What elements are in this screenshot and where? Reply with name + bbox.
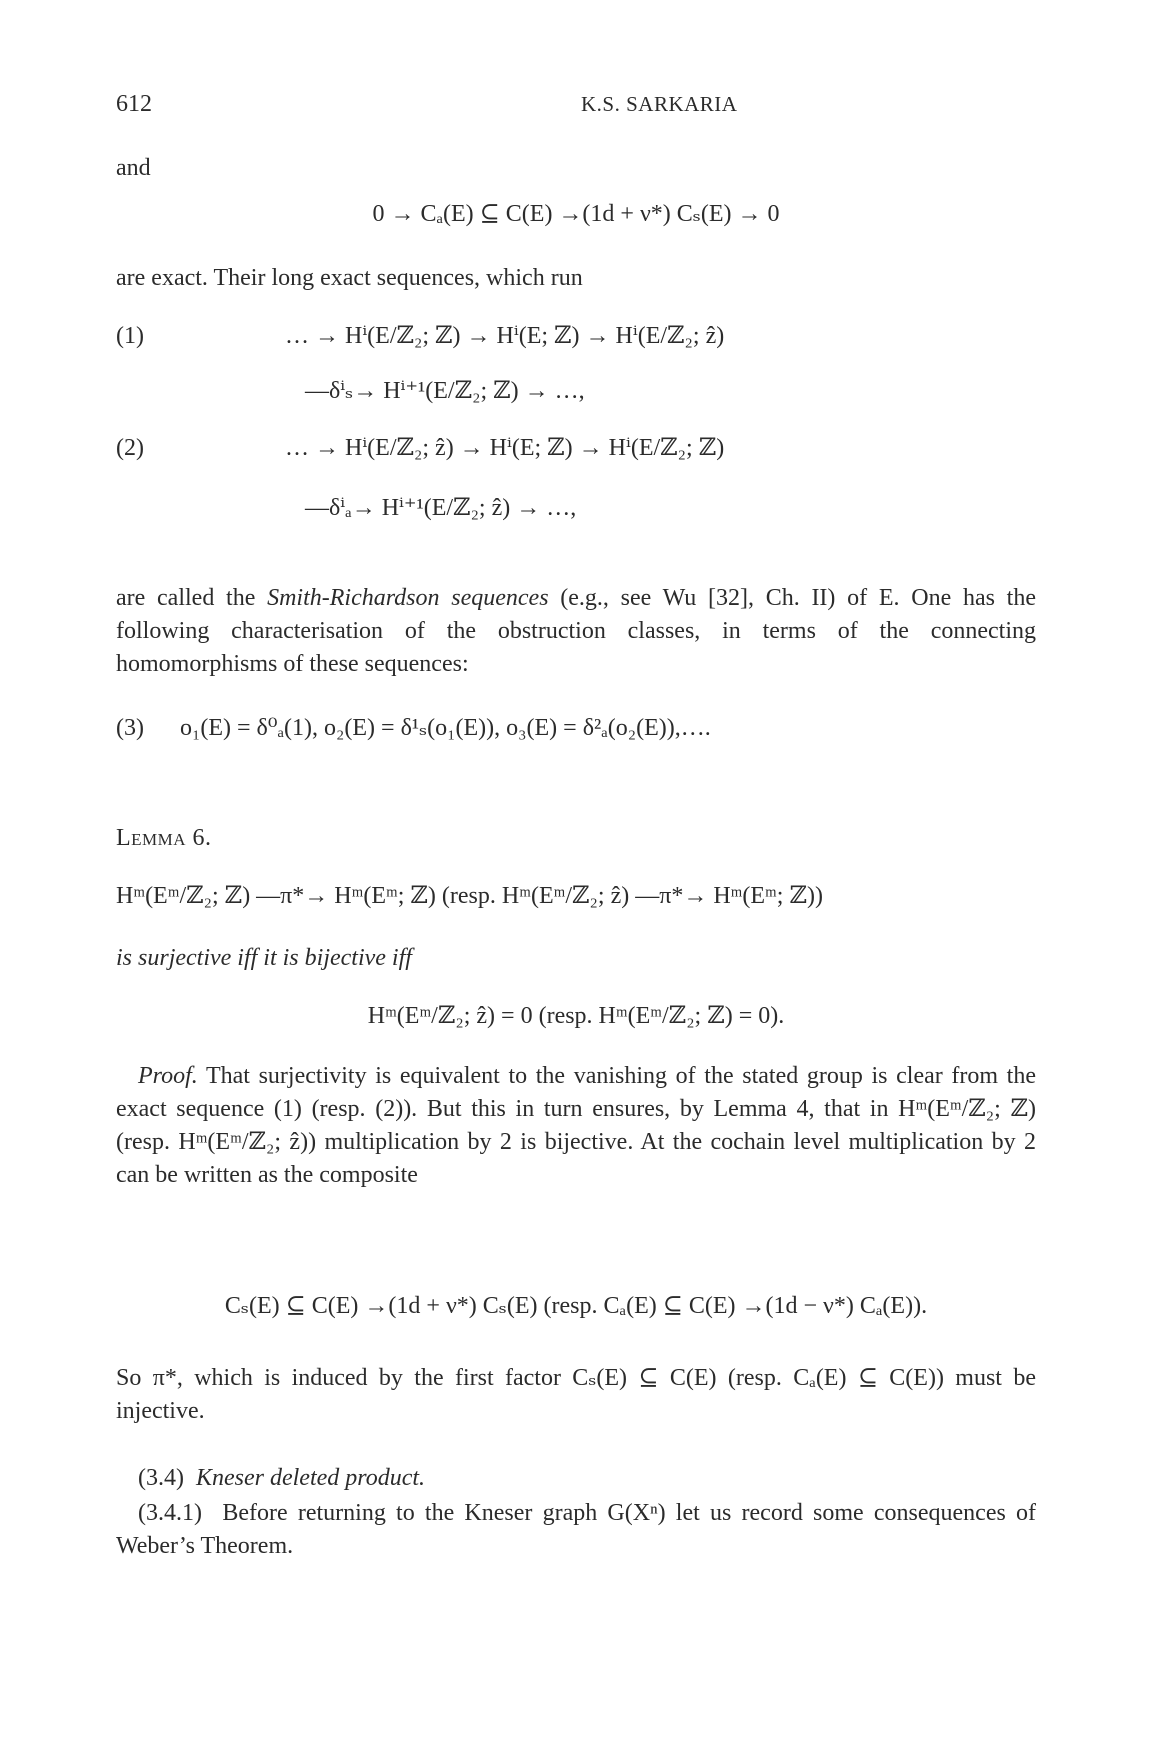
equation-lemma: Hᵐ(Eᵐ/ℤ₂; ℤ) —π*→ Hᵐ(Eᵐ; ℤ) (resp. Hᵐ(Eᵐ/ℤ₂; ẑ) —π*→ Hᵐ(Eᵐ; ℤ))	[116, 883, 823, 909]
equation-short-exact: 0 → Cₐ(E) ⊆ C(E) →(1d + ν*) Cₛ(E) → 0	[372, 201, 780, 227]
section-heading	[138, 1462, 425, 1495]
equation-1-line1: … → Hⁱ(E/ℤ₂; ℤ) → Hⁱ(E; ℤ) → Hⁱ(E/ℤ₂; ẑ)	[285, 323, 725, 349]
lemma-statement: is surjective iff it is bijective iff	[116, 945, 412, 971]
paragraph-so	[116, 1362, 1036, 1428]
smith-after: (e.g., see Wu [32], Ch. II) of E. One has the following characterisation of the obstruction classes, in terms of the connecting homomorphisms of these sequences:	[116, 585, 1036, 677]
page-header	[116, 88, 1036, 122]
subsection-paragraph	[116, 1497, 1036, 1563]
proof-text: That surjectivity is equivalent to the vanishing of the stated group is clear from the exact sequence (1) (resp. (2)). But this in turn ensures, by Lemma 4, that in Hᵐ(Eᵐ/ℤ₂; ℤ) (resp. Hᵐ(Eᵐ/ℤ₂; ẑ)) multiplication by 2 is bijective. At the cochain level multiplication by 2 can be written as the composite	[116, 1063, 1036, 1188]
equation-2-label: (2)	[116, 435, 144, 461]
equation-3-label: (3)	[116, 715, 144, 741]
text-and: and	[116, 155, 151, 181]
paragraph-smith-richardson	[116, 582, 1036, 681]
smith-emph: Smith-Richardson sequences	[267, 585, 549, 611]
equation-composite: Cₛ(E) ⊆ C(E) →(1d + ν*) Cₛ(E) (resp. Cₐ(E) ⊆ C(E) →(1d − ν*) Cₐ(E)).	[224, 1293, 928, 1319]
smith-before: are called the	[116, 585, 268, 611]
equation-1-label: (1)	[116, 323, 144, 349]
page-number: 612	[116, 91, 152, 117]
so-text: So π*, which is induced by the first factor Cₛ(E) ⊆ C(E) (resp. Cₐ(E) ⊆ C(E)) must be injective.	[116, 1365, 1036, 1424]
equation-1-line2: —δⁱₛ→ Hⁱ⁺¹(E/ℤ₂; ℤ) → …,	[305, 378, 585, 404]
equation-lemma-2: Hᵐ(Eᵐ/ℤ₂; ẑ) = 0 (resp. Hᵐ(Eᵐ/ℤ₂; ℤ) = 0).	[367, 1003, 785, 1029]
equation-2-line2: —δⁱₐ→ Hⁱ⁺¹(E/ℤ₂; ẑ) → …,	[305, 495, 577, 521]
proof-label: Proof.	[138, 1063, 198, 1089]
subsection-number: (3.4.1)	[138, 1500, 202, 1526]
equation-3-body: o₁(E) = δ⁰ₐ(1), o₂(E) = δ¹ₛ(o₁(E)), o₃(E) = δ²ₐ(o₂(E)),….	[180, 715, 711, 741]
proof-paragraph	[116, 1060, 1036, 1192]
text-are-exact: are exact. Their long exact sequences, which run	[116, 265, 583, 291]
subsection-text: Before returning to the Kneser graph G(Xⁿ) let us record some consequences of Weber’s Theorem.	[116, 1500, 1036, 1559]
section-number: (3.4)	[138, 1465, 184, 1491]
running-head: K.S. SARKARIA	[581, 92, 738, 116]
section-title: Kneser deleted product.	[195, 1465, 426, 1491]
equation-2-line1: … → Hⁱ(E/ℤ₂; ẑ) → Hⁱ(E; ℤ) → Hⁱ(E/ℤ₂; ℤ)	[285, 435, 725, 461]
lemma-title: Lemma 6.	[116, 825, 212, 851]
